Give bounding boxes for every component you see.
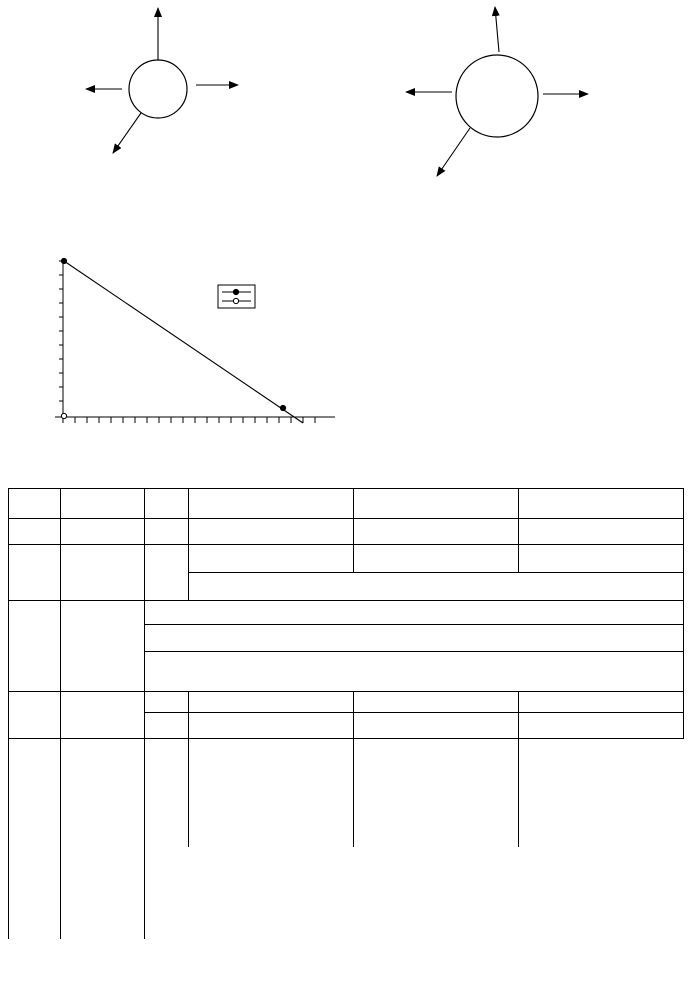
table-row: [9, 519, 684, 545]
force-diagram-group: [0, 0, 691, 210]
force-diagram-svg: [0, 0, 691, 210]
table-cell: [354, 739, 519, 847]
table-cell: [519, 692, 684, 713]
table-cell: [354, 489, 519, 519]
table-cell: [354, 713, 519, 739]
table-cell: [189, 713, 354, 739]
chart-legend: [218, 285, 255, 308]
table-cell: [145, 601, 684, 625]
table-cell: [61, 545, 145, 601]
table-cell: [61, 692, 145, 739]
table-cell: [519, 545, 684, 573]
table-cell: [189, 847, 354, 939]
data-point-filled-end: [280, 405, 285, 410]
data-line-series-filled: [64, 261, 303, 423]
legend-marker-open: [233, 298, 238, 303]
table-row: [9, 545, 684, 573]
table-cell: [9, 519, 61, 545]
table-cell: [189, 573, 684, 601]
legend-box: [218, 285, 255, 308]
table-row: [9, 847, 684, 939]
left-body-diagram: [86, 8, 238, 153]
table-cell: [189, 489, 354, 519]
table-cell: [519, 519, 684, 545]
table-cell: [145, 739, 189, 847]
table-cell: [189, 692, 354, 713]
table-cell: [145, 652, 684, 692]
table-cell: [519, 847, 684, 939]
table-cell: [9, 489, 61, 519]
data-table-wrapper: [8, 488, 683, 998]
table-cell: [354, 519, 519, 545]
table-cell: [145, 519, 189, 545]
legend-marker-filled: [233, 289, 238, 294]
x-axis-ticks: [63, 417, 315, 423]
table-cell: [145, 692, 189, 713]
table-row: [9, 692, 684, 713]
data-table: [8, 488, 684, 939]
table-cell: [145, 713, 189, 739]
right-down-left-arrow: [437, 128, 470, 176]
decay-line-chart: [30, 245, 370, 445]
right-up-arrow: [495, 7, 499, 52]
table-cell: [9, 847, 61, 939]
table-cell: [519, 739, 684, 847]
table-cell: [61, 519, 145, 545]
chart-svg: [30, 245, 370, 445]
data-point-filled-start: [61, 258, 66, 263]
table-cell: [9, 739, 61, 847]
table-cell: [9, 601, 61, 692]
table-cell: [61, 601, 145, 692]
table-cell: [61, 847, 145, 939]
table-row: [9, 601, 684, 625]
table-cell: [9, 545, 61, 601]
table-cell: [519, 489, 684, 519]
table-row: [9, 489, 684, 519]
table-cell: [145, 625, 684, 652]
table-cell: [61, 489, 145, 519]
left-body-circle: [129, 60, 187, 118]
y-axis-ticks: [59, 261, 63, 401]
table-cell: [189, 545, 354, 573]
right-body-diagram: [406, 7, 588, 176]
table-cell: [354, 847, 519, 939]
table-cell: [9, 692, 61, 739]
data-point-open: [61, 413, 66, 418]
table-cell: [519, 713, 684, 739]
table-cell: [61, 739, 145, 847]
table-cell: [354, 545, 519, 573]
table-cell: [145, 489, 189, 519]
table-cell: [189, 519, 354, 545]
table-cell: [145, 847, 189, 939]
table-cell: [189, 739, 354, 847]
right-body-circle: [456, 55, 538, 137]
table-cell: [145, 545, 189, 601]
table-row: [9, 739, 684, 847]
table-cell: [354, 692, 519, 713]
left-down-left-arrow: [113, 113, 141, 153]
